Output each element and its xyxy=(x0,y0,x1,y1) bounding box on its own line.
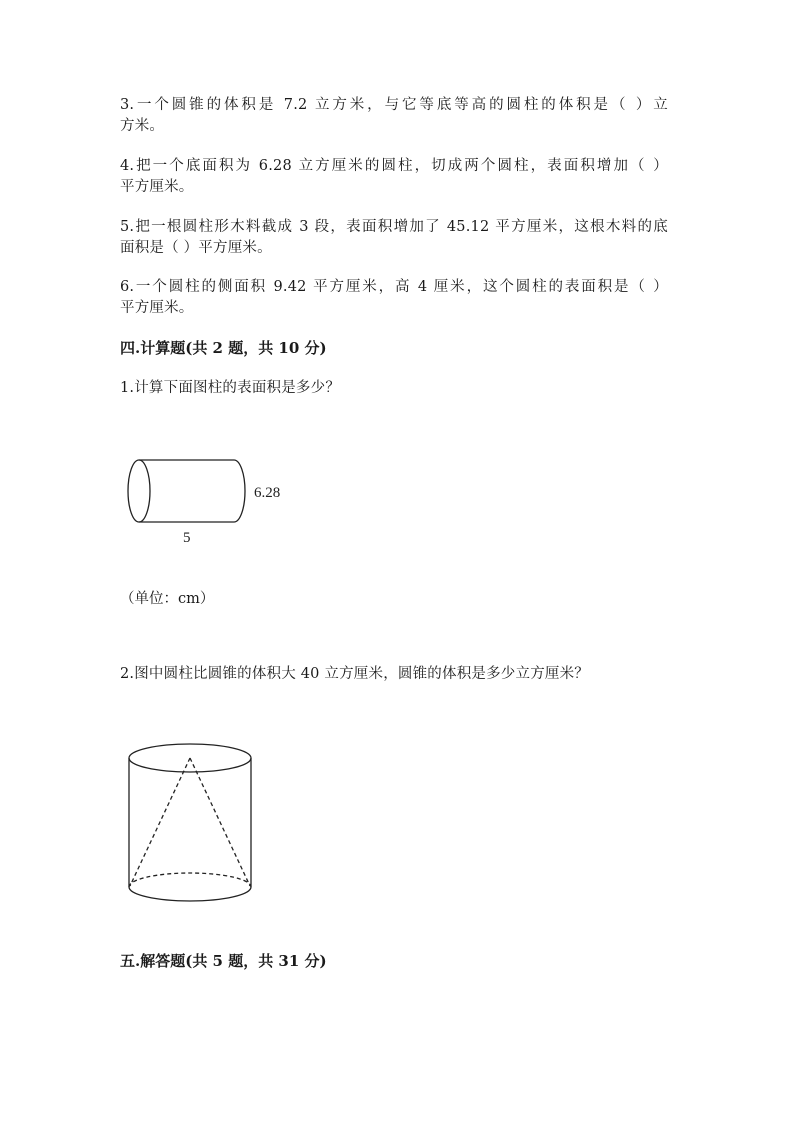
question-6-line-2: 平方厘米。 xyxy=(120,300,194,316)
question-6-line-1: 6.一个圆柱的侧面积 9.42 平方厘米，高 4 厘米，这个圆柱的表面积是（ ） xyxy=(120,279,668,295)
question-4-line-2: 平方厘米。 xyxy=(120,179,194,195)
question-5-line-2: 面积是（ ）平方厘米。 xyxy=(120,240,272,256)
section-5-title: 五.解答题(共 5 题，共 31 分) xyxy=(120,952,327,970)
calc-question-2-text: 2.图中圆柱比圆锥的体积大 40 立方厘米，圆锥的体积是多少立方厘米？ xyxy=(120,666,590,682)
section-4-title: 四.计算题(共 2 题，共 10 分) xyxy=(120,339,327,357)
question-5 xyxy=(120,217,668,259)
cylinder-figure xyxy=(120,450,320,550)
calc-question-2 xyxy=(120,664,668,685)
cylinder-right-face xyxy=(234,460,245,522)
calc-question-1-text: 1.计算下面图柱的表面积是多少？ xyxy=(120,380,341,396)
question-3-line-2: 方米。 xyxy=(120,118,165,134)
cylinder-bottom-front xyxy=(129,887,251,901)
cylinder-bottom-back xyxy=(129,873,251,887)
question-6 xyxy=(120,277,668,319)
question-5-line-1: 5.把一根圆柱形木料截成 3 段，表面积增加了 45.12 平方厘米，这根木料的底 xyxy=(120,219,668,235)
calc-question-1 xyxy=(120,378,668,399)
question-3 xyxy=(120,95,668,137)
cone-left-edge xyxy=(130,758,190,886)
cylinder-left-face xyxy=(128,460,150,522)
cylinder-length-label: 5 xyxy=(183,530,191,546)
question-3-line-1: 3.一个圆锥的体积是 7.2 立方米，与它等底等高的圆柱的体积是（ ）立 xyxy=(120,97,668,113)
question-4-line-1: 4.把一个底面积为 6.28 立方厘米的圆柱，切成两个圆柱，表面积增加（ ） xyxy=(120,158,668,174)
cone-right-edge xyxy=(190,758,250,886)
cylinder-cone-figure xyxy=(120,735,270,915)
unit-note: （单位：cm） xyxy=(120,591,215,607)
cylinder-height-label: 6.28 xyxy=(254,485,281,501)
question-4 xyxy=(120,156,668,198)
